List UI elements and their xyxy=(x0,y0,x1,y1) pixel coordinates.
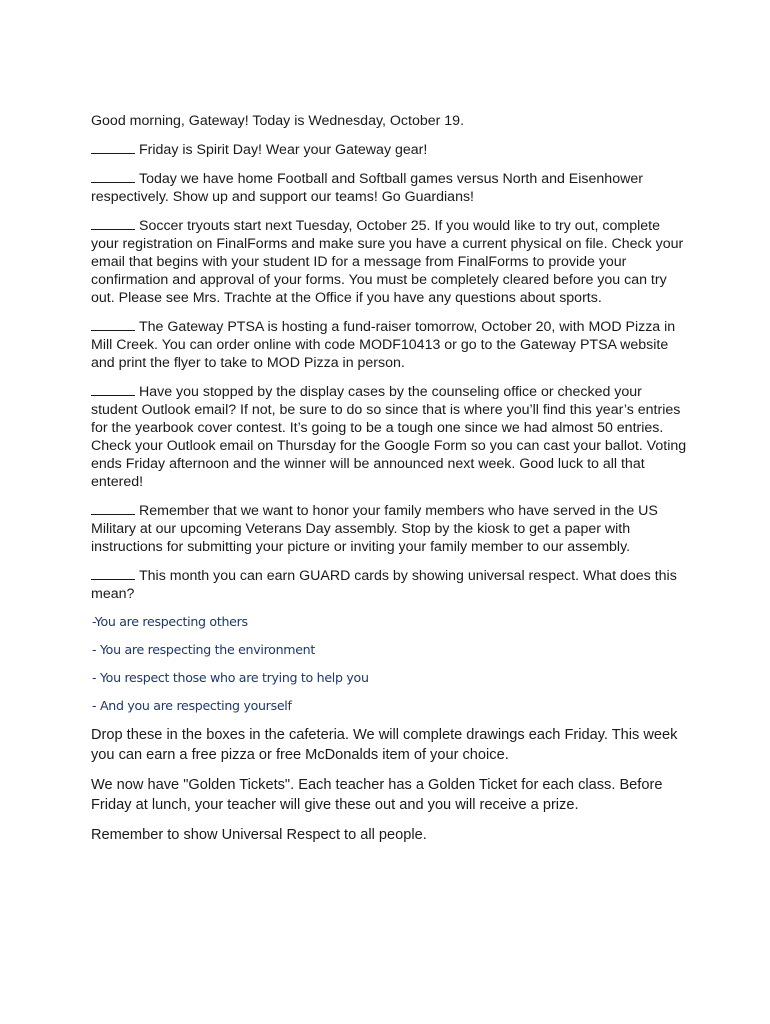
check-blank xyxy=(91,317,135,331)
check-blank xyxy=(91,382,135,396)
announcement-item xyxy=(91,169,687,206)
respect-point: - You are respecting the environment xyxy=(92,642,315,657)
announcement-item xyxy=(91,216,687,307)
check-blank xyxy=(91,566,135,580)
respect-points-list xyxy=(92,613,687,715)
announcement-item xyxy=(91,382,687,491)
announcement-item xyxy=(91,140,687,159)
greeting-line: Good morning, Gateway! Today is Wednesday, October 19. xyxy=(91,113,465,129)
announcement-item xyxy=(91,501,687,556)
announcements-document xyxy=(91,112,687,855)
check-blank xyxy=(91,169,135,183)
check-blank xyxy=(91,140,135,154)
closing-paragraph: Remember to show Universal Respect to all people. xyxy=(91,827,427,843)
announcement-text: Remember that we want to honor your family members who have served in the US Military at our upcoming Veterans Day assembly. Stop by the kiosk to get a paper with instructions for submitting your picture or inviting your family member to our assembly. xyxy=(91,503,658,555)
announcement-text: Have you stopped by the display cases by the counseling office or checked your student Outlook email? If not, be sure to do so since that is where you’ll find this year’s entries for the yearbook cover contest. It’s going to be a tough one since we had almost 50 entries. Check your Outlook email on Thursday for the Google Form so you can cast your ballot. Voting ends Friday afternoon and the winner will be announced next week. Good luck to all that entered! xyxy=(91,384,687,490)
respect-point: - You respect those who are trying to help you xyxy=(92,670,369,685)
closing-paragraph: We now have "Golden Tickets". Each teacher has a Golden Ticket for each class. Before Friday at lunch, your teacher will give these out and you will receive a prize. xyxy=(91,777,663,813)
announcement-text: The Gateway PTSA is hosting a fund-raiser tomorrow, October 20, with MOD Pizza in Mill Creek. You can order online with code MODF10413 or go to the Gateway PTSA website and print the flyer to take to MOD Pizza in person. xyxy=(91,319,676,371)
announcement-text: Friday is Spirit Day! Wear your Gateway gear! xyxy=(139,142,428,158)
check-blank xyxy=(91,216,135,230)
closing-section xyxy=(91,725,687,845)
announcement-text: Soccer tryouts start next Tuesday, October 25. If you would like to try out, complete your registration on FinalForms and make sure you have a current physical on file. Check your email that begins with your student ID for a message from FinalForms to provide your confirmation and approval of your forms. You must be completely cleared before you can try out. Please see Mrs. Trachte at the Office if you have any questions about sports. xyxy=(91,218,684,306)
announcement-item xyxy=(91,566,687,603)
respect-point: -You are respecting others xyxy=(92,614,248,629)
announcement-item xyxy=(91,317,687,372)
announcement-text: Today we have home Football and Softball games versus North and Eisenhower respectively. Show up and support our teams! Go Guardians! xyxy=(91,171,643,205)
respect-point: - And you are respecting yourself xyxy=(92,698,292,713)
check-blank xyxy=(91,501,135,515)
announcement-text: This month you can earn GUARD cards by showing universal respect. What does this mean? xyxy=(91,568,677,602)
closing-paragraph: Drop these in the boxes in the cafeteria. We will complete drawings each Friday. This week you can earn a free pizza or free McDonalds item of your choice. xyxy=(91,727,678,763)
